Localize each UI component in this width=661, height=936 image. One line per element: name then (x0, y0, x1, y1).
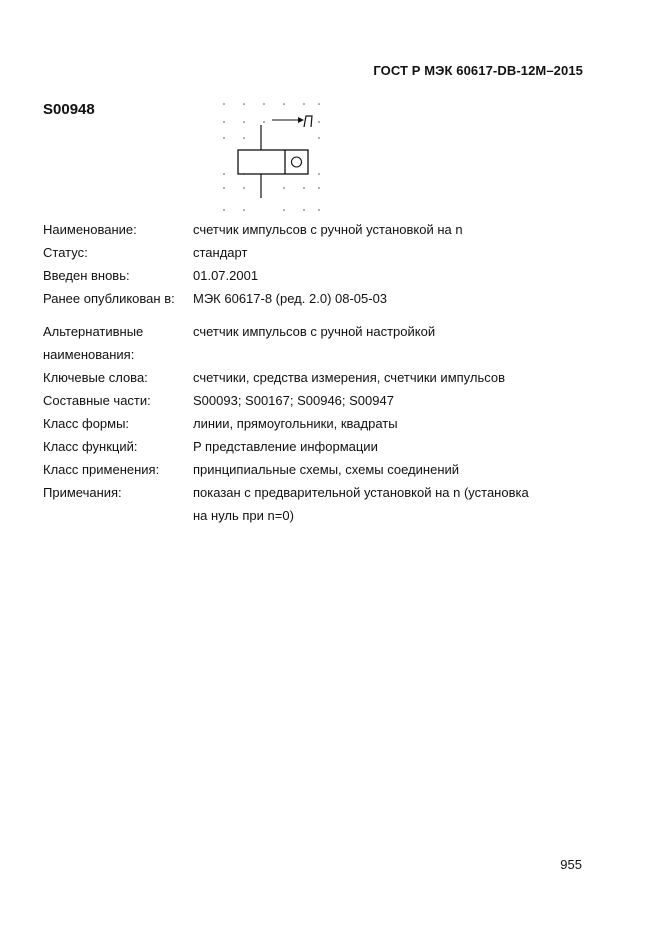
field-row-status (43, 241, 553, 264)
page-number: 955 (560, 857, 582, 872)
arrow-head (298, 117, 304, 123)
field-value: 01.07.2001 (193, 268, 259, 283)
field-value: S00093; S00167; S00946; S00947 (193, 393, 394, 408)
field-value: счетчик импульсов с ручной настройкой (193, 324, 436, 339)
pulse-icon (304, 116, 312, 127)
document-header: ГОСТ Р МЭК 60617-DB-12M–2015 (373, 63, 583, 78)
field-value: счетчик импульсов с ручной установкой на n (193, 222, 463, 237)
field-row-name (43, 218, 553, 241)
section-gap (43, 310, 553, 320)
symbol-diagram (218, 98, 328, 216)
field-label: Класс функций: (43, 439, 138, 454)
field-row-introduced (43, 264, 553, 287)
field-label: Класс формы: (43, 416, 130, 431)
manual-set-circle (292, 157, 302, 167)
field-value: показан с предварительной установкой на n (установка на нуль при n=0) (193, 485, 529, 523)
field-label: Статус: (43, 245, 88, 260)
field-label: Составные части: (43, 393, 151, 408)
field-value: стандарт (193, 245, 248, 260)
field-row-application-class (43, 458, 553, 481)
symbol-id: S00948 (43, 101, 95, 118)
field-row-shape-class (43, 412, 553, 435)
field-label: Ключевые слова: (43, 370, 148, 385)
field-value: счетчики, средства измерения, счетчики импульсов (193, 370, 506, 385)
field-value: МЭК 60617-8 (ред. 2.0) 08-05-03 (193, 291, 388, 306)
field-label: Наименование: (43, 222, 137, 237)
field-label: Введен вновь: (43, 268, 130, 283)
field-row-alternative-names (43, 320, 553, 366)
field-value: P представление информации (193, 439, 378, 454)
field-label: Ранее опубликован в: (43, 291, 175, 306)
field-label: Альтернативные наименования: (43, 324, 144, 362)
attribute-table (43, 218, 553, 527)
field-value: принципиальные схемы, схемы соединений (193, 462, 460, 477)
field-label: Примечания: (43, 485, 122, 500)
field-row-components (43, 389, 553, 412)
field-row-function-class (43, 435, 553, 458)
field-row-keywords (43, 366, 553, 389)
field-label: Класс применения: (43, 462, 160, 477)
field-row-notes (43, 481, 553, 527)
counter-box (238, 150, 308, 174)
field-value: линии, прямоугольники, квадраты (193, 416, 398, 431)
field-row-published (43, 287, 553, 310)
